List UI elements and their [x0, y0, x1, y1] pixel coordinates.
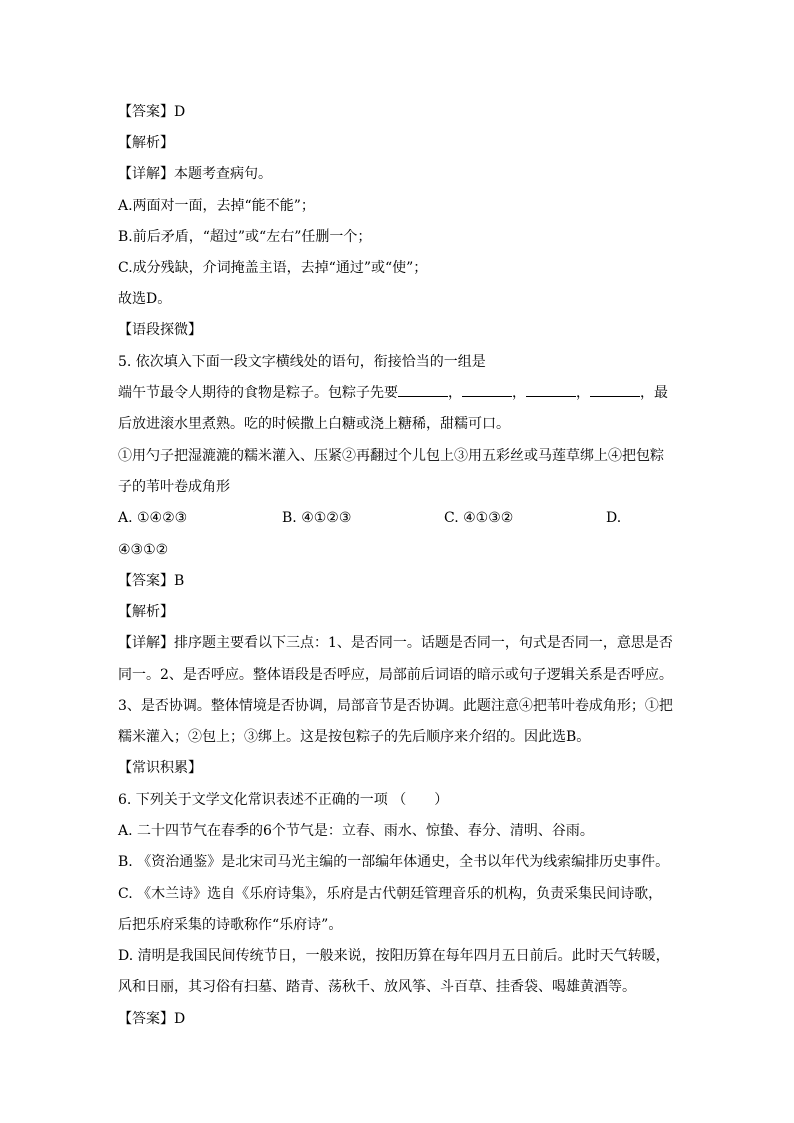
- section-heading-changshi: 【常识积累】: [118, 760, 202, 776]
- q4-explanation-c: C.成分残缺，介词掩盖主语，去掉“通过”或“使”；: [118, 260, 428, 276]
- q5-answer: 【答案】B: [118, 573, 185, 589]
- q5-passage-comma: ，: [576, 385, 590, 401]
- answer-blank-4: [590, 384, 640, 397]
- q5-passage-line1: [118, 383, 668, 403]
- q4-answer: 【答案】D: [118, 104, 186, 120]
- q5-stem: 5. 依次填入下面一段文字横线处的语句，衔接恰当的一组是: [118, 354, 486, 370]
- q5-detail-line4: 糯米灌入；②包上；③绑上。这是按包粽子的先后顺序来介绍的。因此选B。: [118, 729, 591, 745]
- q5-analysis-heading: 【解析】: [118, 604, 174, 620]
- q4-detail: 【详解】本题考查病句。: [118, 166, 272, 182]
- q6-answer: 【答案】D: [118, 1011, 186, 1027]
- q5-passage-line2: 后放进滚水里煮熟。吃的时候撒上白糖或浇上糖稀，甜糯可口。: [118, 416, 510, 432]
- q5-option-a: A. ①④②③: [118, 510, 188, 526]
- q5-detail-line2: 同一。2、是否呼应。整体语段是否呼应，局部前后词语的暗示或句子逻辑关系是否呼应。: [118, 667, 673, 683]
- answer-blank-1: [398, 384, 448, 397]
- q5-detail-line3: 3、是否协调。整体情境是否协调，局部音节是否协调。此题注意④把苇叶卷成角形；①把: [118, 698, 673, 714]
- q5-option-c: C. ④①③②: [444, 510, 514, 526]
- q6-option-c-line2: 后把乐府采集的诗歌称作“乐府诗”。: [118, 917, 343, 933]
- q5-items-line2: 子的苇叶卷成角形: [118, 479, 230, 495]
- q5-passage-comma: ，: [448, 385, 462, 401]
- q4-explanation-a: A.两面对一面，去掉“能不能”；: [118, 198, 315, 214]
- q6-option-d-line1: D. 清明是我国民间传统节日，一般来说，按阳历算在每年四月五日前后。此时天气转暖，: [118, 948, 670, 964]
- q5-option-d-value: ④③①②: [118, 542, 169, 558]
- q6-option-b: B. 《资治通鉴》是北宋司马光主编的一部编年体通史，全书以年代为线索编排历史事件。: [118, 854, 670, 870]
- answer-blank-3: [526, 384, 576, 397]
- section-heading-yuduan: 【语段探微】: [118, 322, 202, 338]
- q6-option-d-line2: 风和日丽，其习俗有扫墓、踏青、荡秋千、放风筝、斗百草、挂香袋、喝雄黄酒等。: [118, 979, 636, 995]
- q5-detail-line1: 【详解】排序题主要看以下三点：1、是否同一。话题是否同一，句式是否同一，意思是否: [118, 635, 673, 651]
- q4-analysis-heading: 【解析】: [118, 135, 174, 151]
- q6-option-a: A. 二十四节气在春季的6个节气是：立春、雨水、惊蛰、春分、清明、谷雨。: [118, 823, 594, 839]
- answer-blank-2: [462, 384, 512, 397]
- q5-passage-comma: ，: [512, 385, 526, 401]
- q5-passage-start: 端午节最令人期待的食物是粽子。包粽子先要: [118, 385, 398, 401]
- q5-option-b: B. ④①②③: [282, 510, 352, 526]
- q4-explanation-b: B.前后矛盾，“超过”或“左右”任删一个；: [118, 229, 372, 245]
- q5-passage-end: ，最: [640, 385, 668, 401]
- q6-stem: 6. 下列关于文学文化常识表述不正确的一项 （ ）: [118, 792, 449, 808]
- q5-items-line1: ①用勺子把湿漉漉的糯米灌入、压紧②再翻过个儿包上③用五彩丝或马莲草绑上④把包粽: [118, 448, 664, 464]
- q6-option-c-line1: C. 《木兰诗》选自《乐府诗集》，乐府是古代朝廷管理音乐的机构，负责采集民间诗歌，: [118, 886, 663, 902]
- q4-conclusion: 故选D。: [118, 291, 172, 307]
- q5-option-d-label: D.: [606, 510, 622, 526]
